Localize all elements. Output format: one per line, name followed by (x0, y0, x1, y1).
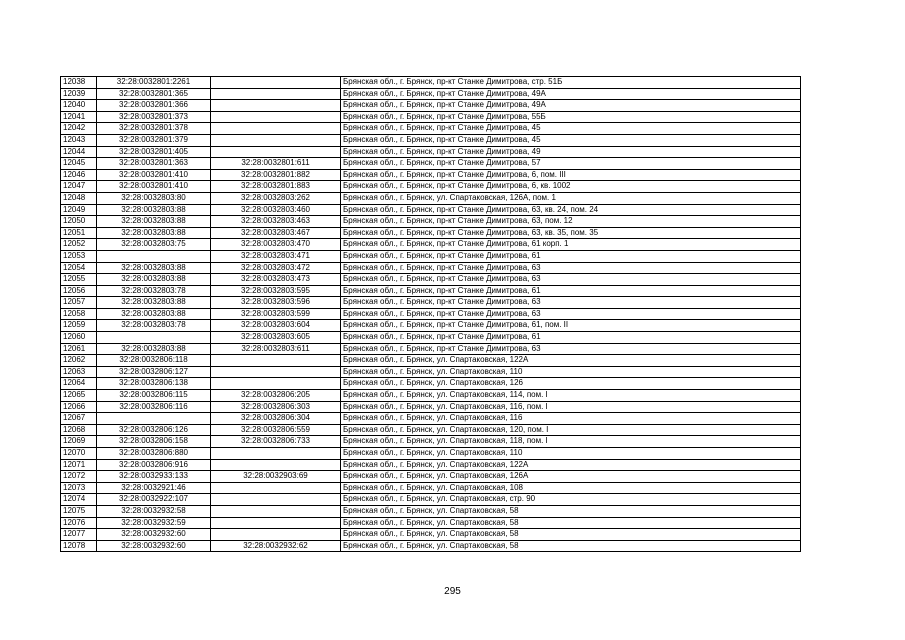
row-number-cell: 12071 (61, 459, 97, 471)
table-row (61, 192, 801, 204)
premises-cadastral-number-cell (211, 517, 341, 529)
row-number-cell: 12042 (61, 123, 97, 135)
address-cell: Брянская обл., г. Брянск, ул. Спартаковская, 58 (341, 517, 801, 529)
address-cell: Брянская обл., г. Брянск, пр-кт Станке Димитрова, 45 (341, 134, 801, 146)
cadastral-number-cell: 32:28:0032801:365 (97, 88, 211, 100)
row-number-cell: 12047 (61, 181, 97, 193)
page-number: 295 (444, 586, 461, 597)
row-number-cell: 12065 (61, 390, 97, 402)
row-number-cell: 12062 (61, 355, 97, 367)
cadastral-number-cell: 32:28:0032803:88 (97, 204, 211, 216)
premises-cadastral-number-cell: 32:28:0032801:882 (211, 169, 341, 181)
address-cell: Брянская обл., г. Брянск, пр-кт Станке Димитрова, 63 (341, 274, 801, 286)
cadastral-number-cell: 32:28:0032806:158 (97, 436, 211, 448)
cadastral-number-cell: 32:28:0032803:88 (97, 308, 211, 320)
cadastral-number-cell: 32:28:0032932:60 (97, 540, 211, 552)
table-row (61, 355, 801, 367)
table-row (61, 459, 801, 471)
table-row (61, 320, 801, 332)
premises-cadastral-number-cell (211, 448, 341, 460)
row-number-cell: 12066 (61, 401, 97, 413)
table-row (61, 216, 801, 228)
address-cell: Брянская обл., г. Брянск, ул. Спартаковская, 58 (341, 540, 801, 552)
cadastral-number-cell: 32:28:0032922:107 (97, 494, 211, 506)
cadastral-number-cell: 32:28:0032803:78 (97, 320, 211, 332)
address-cell: Брянская обл., г. Брянск, пр-кт Станке Димитрова, 63 (341, 343, 801, 355)
row-number-cell: 12076 (61, 517, 97, 529)
premises-cadastral-number-cell (211, 378, 341, 390)
address-cell: Брянская обл., г. Брянск, пр-кт Станке Димитрова, 6, кв. 1002 (341, 181, 801, 193)
table-row (61, 181, 801, 193)
address-cell: Брянская обл., г. Брянск, пр-кт Станке Димитрова, стр. 51Б (341, 77, 801, 89)
cadastral-number-cell (97, 413, 211, 425)
table-row (61, 448, 801, 460)
row-number-cell: 12070 (61, 448, 97, 460)
premises-cadastral-number-cell: 32:28:0032803:470 (211, 239, 341, 251)
address-cell: Брянская обл., г. Брянск, пр-кт Станке Димитрова, 6, пом. III (341, 169, 801, 181)
address-cell: Брянская обл., г. Брянск, ул. Спартаковская, 110 (341, 448, 801, 460)
row-number-cell: 12051 (61, 227, 97, 239)
row-number-cell: 12057 (61, 297, 97, 309)
table-row (61, 529, 801, 541)
cadastral-number-cell: 32:28:0032933:133 (97, 471, 211, 483)
address-cell: Брянская обл., г. Брянск, пр-кт Станке Димитрова, 63, кв. 24, пом. 24 (341, 204, 801, 216)
row-number-cell: 12068 (61, 424, 97, 436)
premises-cadastral-number-cell: 32:28:0032803:604 (211, 320, 341, 332)
premises-cadastral-number-cell (211, 146, 341, 158)
premises-cadastral-number-cell (211, 529, 341, 541)
premises-cadastral-number-cell (211, 505, 341, 517)
premises-cadastral-number-cell (211, 77, 341, 89)
row-number-cell: 12063 (61, 366, 97, 378)
cadastral-number-cell: 32:28:0032801:363 (97, 158, 211, 170)
table-row (61, 471, 801, 483)
premises-cadastral-number-cell (211, 366, 341, 378)
address-cell: Брянская обл., г. Брянск, ул. Спартаковская, 118, пом. I (341, 436, 801, 448)
address-cell: Брянская обл., г. Брянск, ул. Спартаковская, 116 (341, 413, 801, 425)
table-row (61, 366, 801, 378)
table-row (61, 297, 801, 309)
table-row (61, 123, 801, 135)
address-cell: Брянская обл., г. Брянск, пр-кт Станке Димитрова, 61 корп. 1 (341, 239, 801, 251)
row-number-cell: 12043 (61, 134, 97, 146)
table-row (61, 239, 801, 251)
premises-cadastral-number-cell: 32:28:0032806:205 (211, 390, 341, 402)
cadastral-number-cell: 32:28:0032803:88 (97, 262, 211, 274)
table-row (61, 204, 801, 216)
table-row (61, 227, 801, 239)
premises-cadastral-number-cell: 32:28:0032803:611 (211, 343, 341, 355)
address-cell: Брянская обл., г. Брянск, пр-кт Станке Димитрова, 63, кв. 35, пом. 35 (341, 227, 801, 239)
cadastral-number-cell: 32:28:0032806:916 (97, 459, 211, 471)
table-row (61, 262, 801, 274)
table-row (61, 494, 801, 506)
row-number-cell: 12052 (61, 239, 97, 251)
row-number-cell: 12072 (61, 471, 97, 483)
table-row (61, 343, 801, 355)
row-number-cell: 12061 (61, 343, 97, 355)
table-row (61, 111, 801, 123)
cadastral-number-cell: 32:28:0032801:2261 (97, 77, 211, 89)
address-cell: Брянская обл., г. Брянск, ул. Спартаковская, 110 (341, 366, 801, 378)
cadastral-number-cell: 32:28:0032806:127 (97, 366, 211, 378)
row-number-cell: 12039 (61, 88, 97, 100)
cadastral-number-cell (97, 332, 211, 344)
cadastral-number-cell (97, 250, 211, 262)
premises-cadastral-number-cell (211, 494, 341, 506)
address-cell: Брянская обл., г. Брянск, пр-кт Станке Димитрова, 49А (341, 88, 801, 100)
table-row (61, 100, 801, 112)
address-cell: Брянская обл., г. Брянск, пр-кт Станке Димитрова, 45 (341, 123, 801, 135)
table-row (61, 505, 801, 517)
address-cell: Брянская обл., г. Брянск, пр-кт Станке Димитрова, 63 (341, 297, 801, 309)
row-number-cell: 12054 (61, 262, 97, 274)
address-cell: Брянская обл., г. Брянск, ул. Спартаковская, 122А (341, 459, 801, 471)
premises-cadastral-number-cell: 32:28:0032803:472 (211, 262, 341, 274)
premises-cadastral-number-cell (211, 482, 341, 494)
cadastral-number-cell: 32:28:0032803:88 (97, 274, 211, 286)
premises-cadastral-number-cell: 32:28:0032803:595 (211, 285, 341, 297)
address-cell: Брянская обл., г. Брянск, ул. Спартаковская, 58 (341, 529, 801, 541)
cadastral-number-cell: 32:28:0032803:88 (97, 216, 211, 228)
cadastral-number-cell: 32:28:0032803:88 (97, 343, 211, 355)
cadastral-number-cell: 32:28:0032921:46 (97, 482, 211, 494)
table-row (61, 401, 801, 413)
premises-cadastral-number-cell: 32:28:0032803:262 (211, 192, 341, 204)
cadastral-number-cell: 32:28:0032806:118 (97, 355, 211, 367)
address-cell: Брянская обл., г. Брянск, пр-кт Станке Димитрова, 57 (341, 158, 801, 170)
address-cell: Брянская обл., г. Брянск, пр-кт Станке Димитрова, 61 (341, 332, 801, 344)
row-number-cell: 12053 (61, 250, 97, 262)
address-cell: Брянская обл., г. Брянск, пр-кт Станке Димитрова, 61, пом. II (341, 320, 801, 332)
cadastral-number-cell: 32:28:0032801:379 (97, 134, 211, 146)
premises-cadastral-number-cell: 32:28:0032801:883 (211, 181, 341, 193)
address-cell: Брянская обл., г. Брянск, ул. Спартаковская, 122А (341, 355, 801, 367)
row-number-cell: 12078 (61, 540, 97, 552)
address-cell: Брянская обл., г. Брянск, ул. Спартаковская, 126А (341, 471, 801, 483)
premises-cadastral-number-cell: 32:28:0032803:473 (211, 274, 341, 286)
row-number-cell: 12049 (61, 204, 97, 216)
row-number-cell: 12069 (61, 436, 97, 448)
table-row (61, 413, 801, 425)
table-row (61, 308, 801, 320)
premises-cadastral-number-cell: 32:28:0032803:605 (211, 332, 341, 344)
address-cell: Брянская обл., г. Брянск, пр-кт Станке Димитрова, 61 (341, 250, 801, 262)
premises-cadastral-number-cell (211, 100, 341, 112)
table-row (61, 134, 801, 146)
address-cell: Брянская обл., г. Брянск, ул. Спартаковская, 114, пом. I (341, 390, 801, 402)
cadastral-number-cell: 32:28:0032806:115 (97, 390, 211, 402)
table-row (61, 378, 801, 390)
table-row (61, 540, 801, 552)
premises-cadastral-number-cell: 32:28:0032803:596 (211, 297, 341, 309)
row-number-cell: 12044 (61, 146, 97, 158)
address-cell: Брянская обл., г. Брянск, пр-кт Станке Димитрова, 55Б (341, 111, 801, 123)
row-number-cell: 12064 (61, 378, 97, 390)
cadastral-number-cell: 32:28:0032801:410 (97, 169, 211, 181)
table-row (61, 146, 801, 158)
cadastral-number-cell: 32:28:0032806:126 (97, 424, 211, 436)
cadastral-number-cell: 32:28:0032801:378 (97, 123, 211, 135)
cadastral-number-cell: 32:28:0032932:60 (97, 529, 211, 541)
cadastral-number-cell: 32:28:0032801:366 (97, 100, 211, 112)
premises-cadastral-number-cell (211, 111, 341, 123)
address-cell: Брянская обл., г. Брянск, ул. Спартаковская, 120, пом. I (341, 424, 801, 436)
address-cell: Брянская обл., г. Брянск, ул. Спартаковская, 126А, пом. 1 (341, 192, 801, 204)
premises-cadastral-number-cell: 32:28:0032801:611 (211, 158, 341, 170)
table-row (61, 436, 801, 448)
premises-cadastral-number-cell: 32:28:0032806:304 (211, 413, 341, 425)
premises-cadastral-number-cell (211, 355, 341, 367)
table-row (61, 332, 801, 344)
cadastral-number-cell: 32:28:0032806:116 (97, 401, 211, 413)
row-number-cell: 12075 (61, 505, 97, 517)
cadastral-number-cell: 32:28:0032803:80 (97, 192, 211, 204)
table-row (61, 250, 801, 262)
address-cell: Брянская обл., г. Брянск, пр-кт Станке Димитрова, 63, пом. 12 (341, 216, 801, 228)
premises-cadastral-number-cell (211, 459, 341, 471)
cadastral-number-cell: 32:28:0032932:59 (97, 517, 211, 529)
premises-cadastral-number-cell: 32:28:0032803:599 (211, 308, 341, 320)
row-number-cell: 12038 (61, 77, 97, 89)
cadastral-number-cell: 32:28:0032806:138 (97, 378, 211, 390)
cadastral-number-cell: 32:28:0032803:78 (97, 285, 211, 297)
address-cell: Брянская обл., г. Брянск, пр-кт Станке Димитрова, 49 (341, 146, 801, 158)
table-row (61, 158, 801, 170)
row-number-cell: 12073 (61, 482, 97, 494)
premises-cadastral-number-cell: 32:28:0032806:303 (211, 401, 341, 413)
premises-cadastral-number-cell (211, 88, 341, 100)
row-number-cell: 12040 (61, 100, 97, 112)
address-cell: Брянская обл., г. Брянск, ул. Спартаковская, 108 (341, 482, 801, 494)
address-cell: Брянская обл., г. Брянск, пр-кт Станке Димитрова, 49А (341, 100, 801, 112)
cadastral-number-cell: 32:28:0032801:373 (97, 111, 211, 123)
premises-cadastral-number-cell: 32:28:0032803:463 (211, 216, 341, 228)
cadastral-number-cell: 32:28:0032803:88 (97, 297, 211, 309)
row-number-cell: 12056 (61, 285, 97, 297)
row-number-cell: 12041 (61, 111, 97, 123)
cadastral-number-cell: 32:28:0032801:410 (97, 181, 211, 193)
cadastral-number-cell: 32:28:0032803:75 (97, 239, 211, 251)
address-cell: Брянская обл., г. Брянск, пр-кт Станке Димитрова, 63 (341, 308, 801, 320)
table-row (61, 169, 801, 181)
premises-cadastral-number-cell: 32:28:0032803:467 (211, 227, 341, 239)
premises-cadastral-number-cell (211, 134, 341, 146)
address-cell: Брянская обл., г. Брянск, ул. Спартаковская, 58 (341, 505, 801, 517)
row-number-cell: 12058 (61, 308, 97, 320)
table-row (61, 517, 801, 529)
row-number-cell: 12060 (61, 332, 97, 344)
address-cell: Брянская обл., г. Брянск, ул. Спартаковская, стр. 90 (341, 494, 801, 506)
table-row (61, 274, 801, 286)
table-row (61, 482, 801, 494)
premises-cadastral-number-cell: 32:28:0032903:69 (211, 471, 341, 483)
row-number-cell: 12059 (61, 320, 97, 332)
cadastral-number-cell: 32:28:0032803:88 (97, 227, 211, 239)
cadastral-number-cell: 32:28:0032806:880 (97, 448, 211, 460)
row-number-cell: 12050 (61, 216, 97, 228)
address-cell: Брянская обл., г. Брянск, пр-кт Станке Димитрова, 63 (341, 262, 801, 274)
row-number-cell: 12074 (61, 494, 97, 506)
address-cell: Брянская обл., г. Брянск, ул. Спартаковская, 126 (341, 378, 801, 390)
premises-cadastral-number-cell: 32:28:0032803:460 (211, 204, 341, 216)
table-row (61, 285, 801, 297)
row-number-cell: 12055 (61, 274, 97, 286)
address-cell: Брянская обл., г. Брянск, ул. Спартаковская, 116, пом. I (341, 401, 801, 413)
premises-cadastral-number-cell (211, 123, 341, 135)
cadastral-number-cell: 32:28:0032932:58 (97, 505, 211, 517)
premises-cadastral-number-cell: 32:28:0032806:559 (211, 424, 341, 436)
address-cell: Брянская обл., г. Брянск, пр-кт Станке Димитрова, 61 (341, 285, 801, 297)
premises-cadastral-number-cell: 32:28:0032803:471 (211, 250, 341, 262)
row-number-cell: 12045 (61, 158, 97, 170)
cadastral-number-cell: 32:28:0032801:405 (97, 146, 211, 158)
table-row (61, 77, 801, 89)
row-number-cell: 12077 (61, 529, 97, 541)
premises-cadastral-number-cell: 32:28:0032806:733 (211, 436, 341, 448)
table-row (61, 390, 801, 402)
row-number-cell: 12067 (61, 413, 97, 425)
row-number-cell: 12046 (61, 169, 97, 181)
table-row (61, 424, 801, 436)
table-row (61, 88, 801, 100)
row-number-cell: 12048 (61, 192, 97, 204)
premises-cadastral-number-cell: 32:28:0032932:62 (211, 540, 341, 552)
cadastral-table (60, 76, 801, 552)
table-body (61, 77, 801, 552)
